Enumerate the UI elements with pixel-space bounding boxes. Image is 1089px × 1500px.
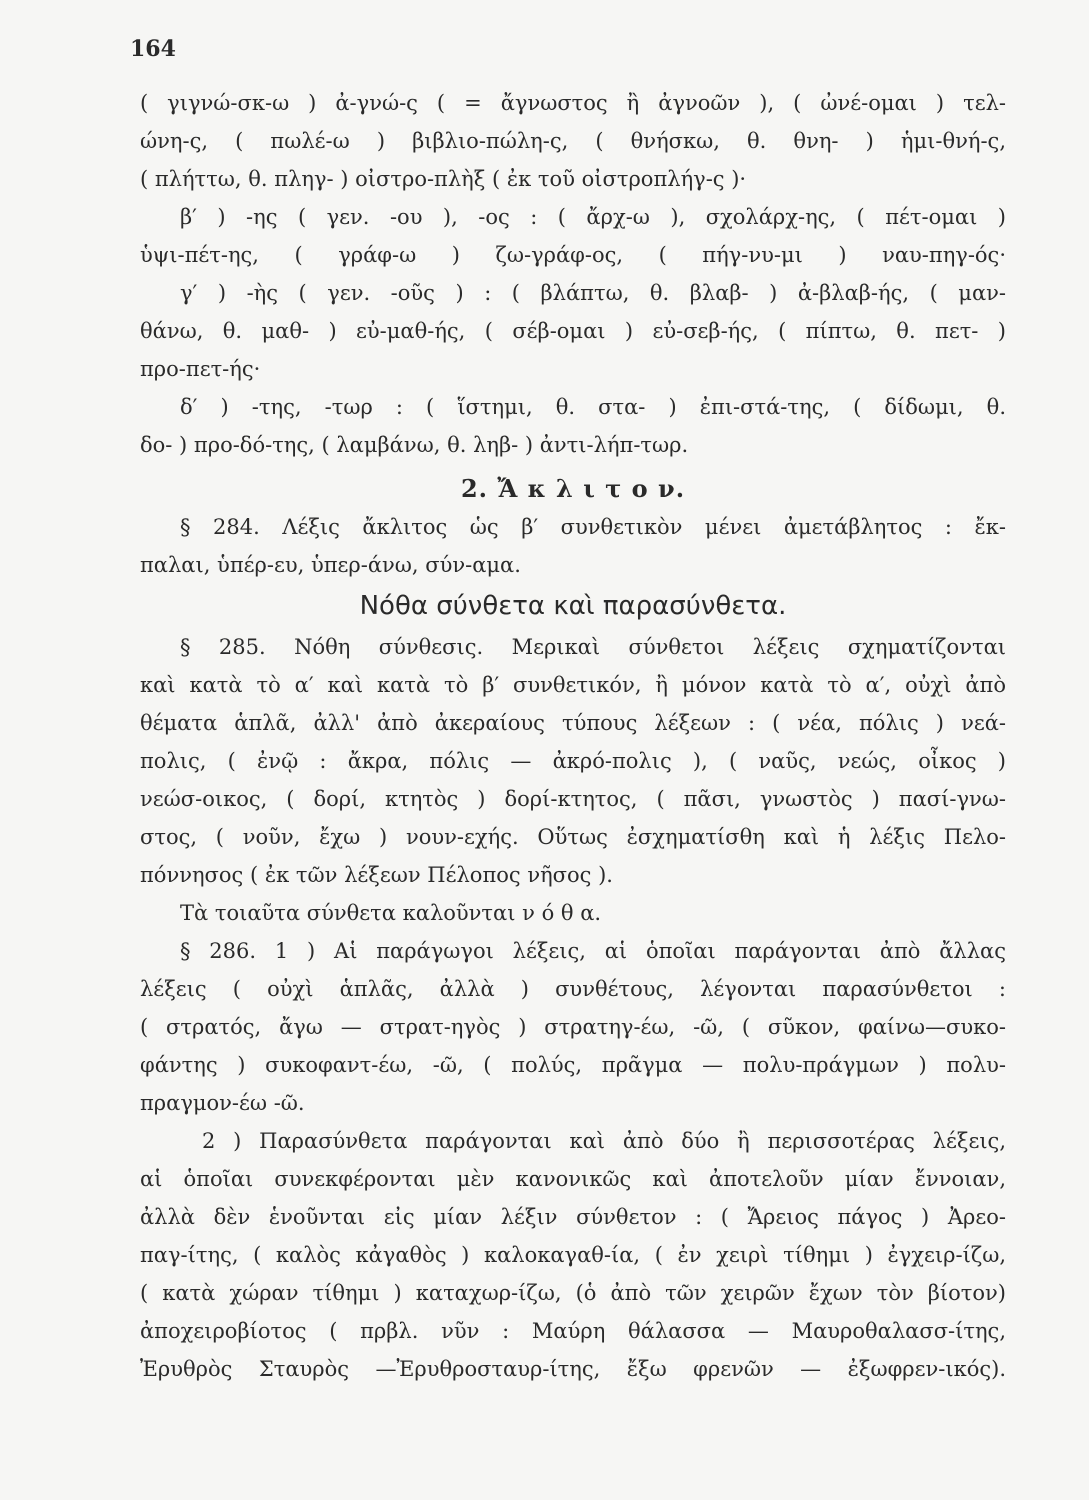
text-line: β′ ) -ης ( γεν. -ου ), -ος : ( ἄρχ-ω ), σχολάρχ-ης, ( πέτ-ομαι ) [180, 205, 1006, 229]
text-line: γ′ ) -ὴς ( γεν. -οῦς ) : ( βλάπτω, θ. βλαβ- ) ἀ-βλαβ-ής, ( μαν- [180, 281, 1006, 305]
text-line: Νόθα σύνθετα καὶ παρασύνθετα. [359, 591, 787, 621]
text-line: προ-πετ-ής· [140, 357, 261, 381]
text-line: ( γιγνώ-σκ-ω ) ἀ-γνώ-ς ( = ἄγνωστος ἢ ἀγνοῶν ), ( ὠνέ-ομαι ) τελ- [140, 91, 1006, 115]
text-line: δο- ) προ-δό-της, ( λαμβάνω, θ. ληβ- ) ἀντι-λήπ-τωρ. [140, 433, 689, 457]
text-line: ( στρατός, ἄγω — στρατ-ηγὸς ) στρατηγ-έω, -ῶ, ( σῦκον, φαίνω—συκο- [140, 1015, 1006, 1039]
text-line: § 285. Νόθη σύνθεσις. Μερικαὶ σύνθετοι λέξεις σχηματίζονται [180, 635, 1006, 659]
text-line: καὶ κατὰ τὸ α′ καὶ κατὰ τὸ β′ συνθετικόν, ἢ μόνον κατὰ τὸ α′, οὐχὶ ἀπὸ [140, 673, 1006, 697]
page-number: 164 [130, 36, 176, 62]
text-line: πολις, ( ἐνῷ : ἄκρα, πόλις — ἀκρό-πολις ), ( ναῦς, νεώς, οἶκος ) [140, 749, 1006, 773]
text-line: ὑψι-πέτ-ης, ( γράφ-ω ) ζω-γράφ-ος, ( πήγ-νυ-μι ) ναυ-πηγ-ός· [140, 243, 1006, 267]
text-line: θάνω, θ. μαθ- ) εὐ-μαθ-ής, ( σέβ-ομαι ) εὐ-σεβ-ής, ( πίπτω, θ. πετ- ) [140, 319, 1006, 343]
text-line: ώνη-ς, ( πωλέ-ω ) βιβλιο-πώλη-ς, ( θνήσκω, θ. θνη- ) ἡμι-θνή-ς, [140, 129, 1006, 153]
text-line: 2. Ἄ κ λ ι τ ο ν. [460, 474, 686, 503]
text-line: ἀλλὰ δὲν ἑνοῦνται εἰς μίαν λέξιν σύνθετον : ( Ἄρειος πάγος ) Ἀρεο- [140, 1205, 1006, 1229]
text-line: ( πλήττω, θ. πληγ- ) οἰστρο-πλὴξ ( ἐκ τοῦ οἰστροπλήγ-ς )· [140, 167, 747, 191]
text-line: θέματα ἁπλᾶ, ἀλλ' ἀπὸ ἀκεραίους τύπους λέξεων : ( νέα, πόλις ) νεά- [140, 711, 1006, 735]
text-line: παλαι, ὑπέρ-ευ, ὑπερ-άνω, σύν-αμα. [140, 553, 521, 577]
text-line: § 286. 1 ) Αἱ παράγωγοι λέξεις, αἱ ὁποῖαι παράγονται ἀπὸ ἄλλας [180, 939, 1006, 963]
text-line: 2 ) Παρασύνθετα παράγονται καὶ ἀπὸ δύο ἢ περισσοτέρας λέξεις, [202, 1129, 1006, 1153]
text-line: στος, ( νοῦν, ἔχω ) νουν-εχής. Οὕτως ἐσχηματίσθη καὶ ἡ λέξις Πελο- [140, 825, 1006, 849]
text-line: αἱ ὁποῖαι συνεκφέρονται μὲν κανονικῶς καὶ ἀποτελοῦν μίαν ἔννοιαν, [140, 1167, 1006, 1191]
text-line: φάντης ) συκοφαντ-έω, -ῶ, ( πολύς, πρᾶγμα — πολυ-πράγμων ) πολυ- [140, 1053, 1006, 1077]
text-line: πραγμον-έω -ῶ. [140, 1091, 305, 1115]
text-line: Τὰ τοιαῦτα σύνθετα καλοῦνται ν ό θ α. [180, 901, 602, 925]
text-line: πόννησος ( ἐκ τῶν λέξεων Πέλοπος νῆσος ). [140, 863, 613, 887]
text-line: δ′ ) -της, -τωρ : ( ἵστημι, θ. στα- ) ἐπι-στά-της, ( δίδωμι, θ. [180, 395, 1006, 419]
text-line: ἀποχειροβίοτος ( πρβλ. νῦν : Μαύρη θάλασσα — Μαυροθαλασσ-ίτης, [140, 1319, 1006, 1343]
text-line: § 284. Λέξις ἄκλιτος ὡς β′ συνθετικὸν μένει ἀμετάβλητος : ἔκ- [180, 515, 1006, 539]
text-line: παγ-ίτης, ( καλὸς κἀγαθὸς ) καλοκαγαθ-ία, ( ἐν χειρὶ τίθημι ) ἐγχειρ-ίζω, [140, 1243, 1006, 1267]
body-text [140, 84, 1006, 1388]
text-line: λέξεις ( οὐχὶ ἁπλᾶς, ἀλλὰ ) συνθέτους, λέγονται παρασύνθετοι : [140, 977, 1006, 1001]
text-line: Ἐρυθρὸς Σταυρὸς —Ἐρυθροσταυρ-ίτης, ἔξω φρενῶν — ἐξωφρεν-ικός). [140, 1357, 1006, 1381]
text-line: ( κατὰ χώραν τίθημι ) καταχωρ-ίζω, (ὁ ἀπὸ τῶν χειρῶν ἔχων τὸν βίοτον) [140, 1281, 1006, 1305]
text-line: νεώσ-οικος, ( δορί, κτητὸς ) δορί-κτητος, ( πᾶσι, γνωστὸς ) πασί-γνω- [140, 787, 1006, 811]
